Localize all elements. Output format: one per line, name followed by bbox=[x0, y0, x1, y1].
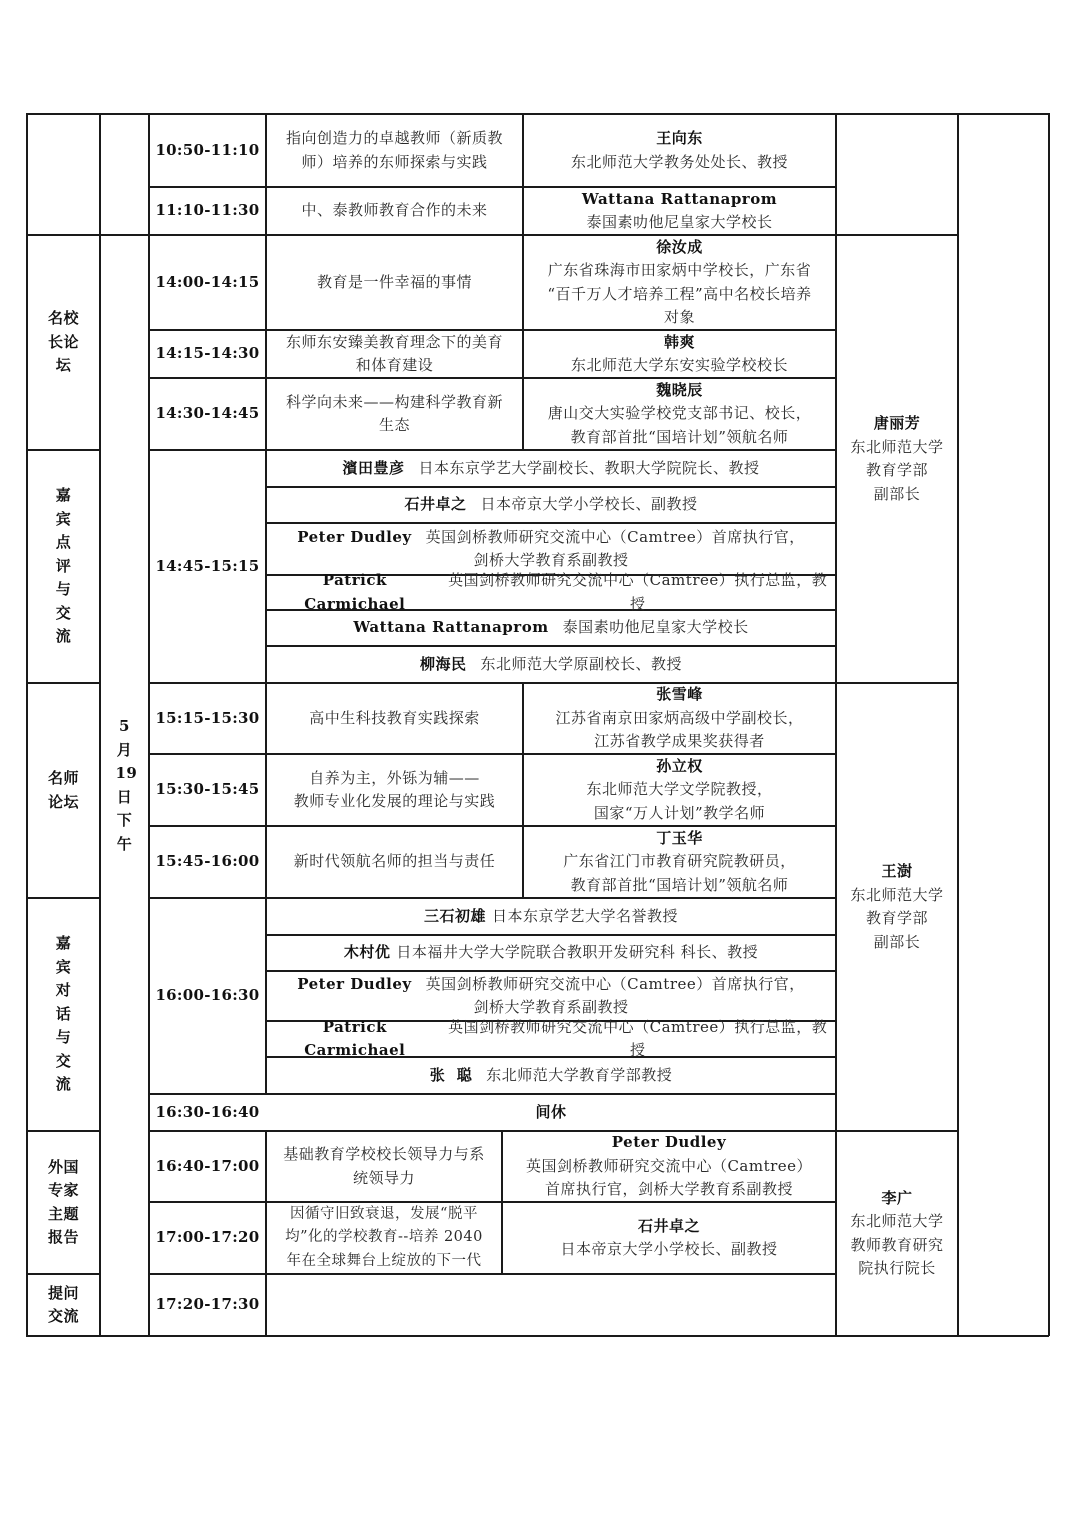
host-cell bbox=[837, 236, 957, 682]
time-cell: 16:40-17:00 bbox=[155, 1156, 260, 1175]
speaker-name: 张雪峰 bbox=[656, 685, 703, 704]
panel-member-bio: 日本东京学艺大学名誉教授 bbox=[492, 906, 679, 925]
panel-member-name: Peter Dudley bbox=[297, 527, 412, 546]
panel-member-bio: 英国剑桥教师研究交流中心（Camtree）执行总监，教授 bbox=[448, 571, 828, 613]
time-cell: 17:20-17:30 bbox=[155, 1295, 260, 1314]
section-label: 嘉宾点评与交流 bbox=[55, 486, 72, 646]
panel-member bbox=[267, 488, 835, 522]
speaker-name: 丁玉华 bbox=[656, 828, 703, 847]
panel-member-name: Wattana Rattanaprom bbox=[353, 618, 549, 637]
panel-member-bio: 东北师范大学原副校长、教授 bbox=[480, 654, 683, 673]
topic-line: 新时代领航名师的担当与责任 bbox=[293, 852, 496, 871]
host-title: 副部长 bbox=[873, 484, 921, 503]
speaker-bio: 国家“万人计划”教学名师 bbox=[593, 803, 766, 822]
section-guest-review bbox=[28, 451, 99, 682]
speaker-bio: 江苏省教学成果奖获得者 bbox=[594, 732, 765, 751]
speaker-name: 孙立权 bbox=[656, 756, 703, 775]
section-label: 名校长论坛 bbox=[47, 309, 79, 375]
topic-line: 统领导力 bbox=[352, 1168, 415, 1187]
speaker-bio: 日本帝京大学小学校长、副教授 bbox=[560, 1240, 778, 1258]
panel-member-name: 张 聪 bbox=[429, 1065, 473, 1084]
table-border-bottom bbox=[26, 1335, 1049, 1337]
topic-cell bbox=[267, 379, 522, 449]
time-cell: 16:30-16:40 bbox=[155, 1102, 260, 1121]
speaker-bio: 教育部首批“国培计划”领航名师 bbox=[570, 875, 789, 894]
panel-member-name: 柳海民 bbox=[419, 654, 467, 673]
speaker-name: Wattana Rattanaprom bbox=[581, 189, 778, 208]
speaker-bio: 广东省珠海市田家炳中学校长，广东省 bbox=[547, 261, 812, 279]
panel-member-name: 濱田豊彦 bbox=[342, 458, 405, 477]
panel-member bbox=[267, 1017, 835, 1059]
host-title: 教师教育研究 bbox=[850, 1235, 944, 1254]
topic-line: 高中生科技教育实践探索 bbox=[309, 708, 480, 727]
speaker-cell bbox=[524, 684, 835, 753]
speaker-name: 徐汝成 bbox=[656, 237, 703, 256]
speaker-name: Peter Dudley bbox=[611, 1133, 727, 1152]
time-cell: 14:45-15:15 bbox=[155, 556, 260, 575]
host-title: 东北师范大学 bbox=[850, 437, 944, 456]
speaker-bio: 英国剑桥教师研究交流中心（Camtree） bbox=[525, 1156, 813, 1175]
topic-cell bbox=[267, 236, 522, 329]
section-label: 嘉宾对话与交流 bbox=[55, 934, 72, 1094]
topic-line: 自养为主，外铄为辅—— bbox=[309, 768, 480, 787]
panel-member-bio: 日本福井大学大学院联合教职开发研究科 科长、教授 bbox=[396, 943, 759, 962]
topic-line: 科学向未来——构建科学教育新 bbox=[285, 392, 503, 411]
panel-member-bio: 泰国素叻他尼皇家大学校长 bbox=[562, 618, 749, 637]
speaker-name: 王向东 bbox=[656, 129, 703, 147]
panel-member-name: 三石初雄 bbox=[423, 906, 486, 925]
host-title: 教育学部 bbox=[865, 909, 928, 927]
time-cell: 15:15-15:30 bbox=[155, 708, 260, 727]
time-cell: 11:10-11:30 bbox=[155, 201, 260, 220]
speaker-cell bbox=[524, 379, 835, 449]
time-cell: 14:15-14:30 bbox=[155, 344, 260, 363]
panel-member-bio: 英国剑桥教师研究交流中心（Camtree）首席执行官， bbox=[425, 527, 805, 546]
time-cell: 15:30-15:45 bbox=[155, 780, 260, 799]
host-name: 李广 bbox=[881, 1188, 913, 1207]
topic-cell bbox=[267, 115, 522, 186]
panel-member-name: Patrick Carmichael bbox=[304, 571, 406, 613]
time-cell: 14:00-14:15 bbox=[155, 272, 260, 291]
date-label: 5月19日下午 bbox=[115, 717, 138, 853]
host-name: 王澍 bbox=[881, 862, 913, 880]
topic-line: 年在全球舞台上绽放的下一代 bbox=[286, 1252, 482, 1269]
topic-line: 教育是一件幸福的事情 bbox=[316, 272, 472, 291]
time-cell: 14:30-14:45 bbox=[155, 404, 260, 423]
panel-member bbox=[267, 524, 835, 574]
speaker-cell bbox=[524, 236, 835, 329]
host-name: 唐丽芳 bbox=[873, 414, 921, 432]
panel-member-name: Patrick Carmichael bbox=[304, 1017, 406, 1059]
host-title: 东北师范大学 bbox=[850, 1212, 944, 1230]
time-cell: 17:00-17:20 bbox=[155, 1228, 260, 1247]
topic-line: 生态 bbox=[378, 416, 410, 434]
section-foreign-expert-report bbox=[28, 1132, 99, 1273]
topic-line: 东师东安臻美教育理念下的美育 bbox=[285, 332, 503, 351]
host-cell bbox=[837, 684, 957, 1130]
speaker-bio: 对象 bbox=[663, 308, 695, 326]
speaker-cell bbox=[524, 331, 835, 377]
topic-line: 均”化的学校教育--培养 2040 bbox=[285, 1229, 483, 1246]
panel-member-bio: 剑桥大学教育系副教授 bbox=[473, 998, 629, 1016]
column-divider bbox=[1048, 113, 1050, 1336]
panel-member bbox=[267, 647, 835, 682]
speaker-bio: 首席执行官，剑桥大学教育系副教授 bbox=[544, 1180, 793, 1199]
host-title: 东北师范大学 bbox=[850, 885, 944, 904]
speaker-cell bbox=[524, 755, 835, 825]
panel-member-name: 木村优 bbox=[343, 943, 391, 962]
panel-member bbox=[267, 899, 835, 934]
topic-line: 因循守旧致衰退，发展“脱平 bbox=[290, 1205, 478, 1222]
topic-cell bbox=[267, 827, 522, 897]
speaker-bio: 东北师范大学文学院教授， bbox=[586, 780, 773, 799]
topic-cell bbox=[267, 684, 522, 753]
panel-member-bio: 英国剑桥教师研究交流中心（Camtree）首席执行官， bbox=[425, 974, 805, 993]
section-principal-forum bbox=[28, 236, 99, 449]
host-cell bbox=[837, 1132, 957, 1335]
panel-member-bio: 日本帝京大学小学校长、副教授 bbox=[480, 495, 698, 514]
section-label: 名师论坛 bbox=[47, 769, 79, 811]
section-label: 外国专家主题报告 bbox=[47, 1157, 79, 1246]
speaker-name: 韩爽 bbox=[663, 332, 695, 351]
speaker-cell bbox=[503, 1203, 835, 1273]
topic-line: 指向创造力的卓越教师（新质教 bbox=[285, 129, 503, 147]
speaker-bio: “百千万人才培养工程”高中名校长培养 bbox=[547, 284, 812, 303]
panel-member bbox=[267, 451, 835, 486]
panel-member bbox=[267, 972, 835, 1020]
speaker-name: 石井卓之 bbox=[637, 1216, 700, 1235]
section-label: 提问交流 bbox=[47, 1283, 79, 1325]
panel-member bbox=[267, 571, 835, 613]
topic-cell bbox=[267, 1132, 501, 1201]
column-divider bbox=[957, 113, 959, 1336]
speaker-bio: 广东省江门市教育研究院教研员， bbox=[563, 852, 796, 871]
section-famous-teacher-forum bbox=[28, 684, 99, 897]
topic-line: 中、泰教师教育合作的未来 bbox=[301, 201, 488, 220]
topic-line: 基础教育学校校长领导力与系 bbox=[283, 1145, 485, 1163]
speaker-bio: 东北师范大学东安实验学校校长 bbox=[570, 356, 788, 374]
panel-member bbox=[267, 1058, 835, 1093]
time-cell: 16:00-16:30 bbox=[155, 986, 260, 1005]
speaker-bio: 泰国素叻他尼皇家大学校长 bbox=[586, 213, 773, 231]
panel-member-name: 石井卓之 bbox=[404, 495, 467, 514]
date-cell bbox=[101, 236, 148, 1335]
panel-member bbox=[267, 936, 835, 970]
time-cell: 10:50-11:10 bbox=[155, 140, 260, 159]
panel-member-bio: 英国剑桥教师研究交流中心（Camtree）执行总监，教授 bbox=[448, 1017, 828, 1059]
speaker-cell bbox=[524, 188, 835, 234]
speaker-bio: 教育部首批“国培计划”领航名师 bbox=[570, 427, 789, 446]
host-title: 教育学部 bbox=[865, 461, 928, 479]
host-title: 院执行院长 bbox=[858, 1259, 936, 1277]
panel-member bbox=[267, 611, 835, 645]
topic-line: 师）培养的东师探索与实践 bbox=[301, 152, 488, 171]
panel-member-bio: 东北师范大学教育学部教授 bbox=[486, 1065, 673, 1084]
section-guest-dialogue bbox=[28, 899, 99, 1130]
time-cell: 15:45-16:00 bbox=[155, 852, 260, 871]
topic-cell bbox=[267, 331, 522, 377]
speaker-cell bbox=[524, 827, 835, 897]
host-title: 副部长 bbox=[873, 932, 921, 951]
topic-line: 和体育建设 bbox=[355, 356, 434, 374]
speaker-cell bbox=[503, 1132, 835, 1201]
panel-member-bio: 剑桥大学教育系副教授 bbox=[473, 551, 629, 569]
speaker-name: 魏晓辰 bbox=[656, 380, 703, 399]
break-cell bbox=[267, 1095, 835, 1130]
panel-member-bio: 日本东京学艺大学副校长、教职大学院院长、教授 bbox=[418, 458, 760, 477]
break-label: 间休 bbox=[535, 1102, 567, 1121]
topic-line: 教师专业化发展的理论与实践 bbox=[293, 792, 496, 810]
section-qa bbox=[28, 1275, 99, 1335]
topic-cell bbox=[267, 188, 522, 234]
panel-member-name: Peter Dudley bbox=[297, 974, 412, 993]
speaker-cell bbox=[524, 115, 835, 186]
speaker-bio: 东北师范大学教务处处长、教授 bbox=[570, 152, 788, 171]
speaker-bio: 江苏省南京田家炳高级中学副校长， bbox=[555, 708, 804, 727]
topic-cell bbox=[267, 1203, 501, 1273]
topic-cell bbox=[267, 755, 522, 825]
speaker-bio: 唐山交大实验学校党支部书记、校长， bbox=[547, 404, 812, 423]
